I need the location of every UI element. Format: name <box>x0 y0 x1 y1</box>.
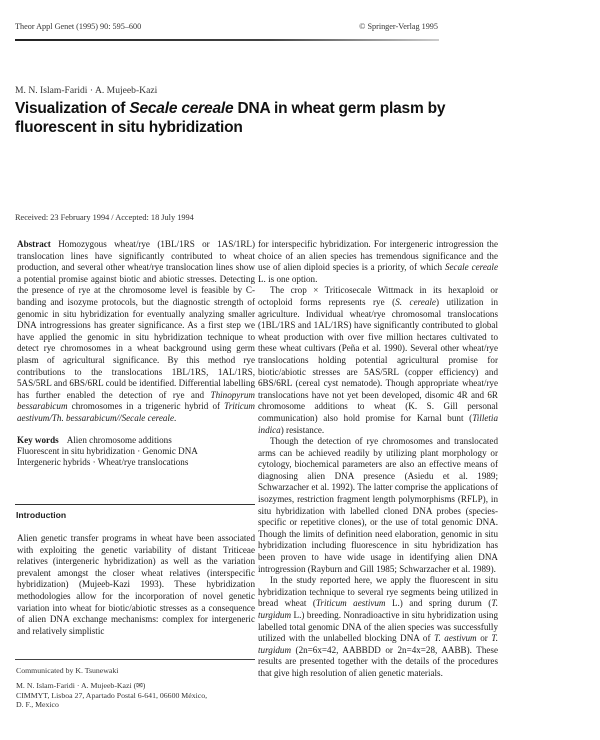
journal-reference: Theor Appl Genet (1995) 90: 595–600 <box>15 22 142 31</box>
section-rule <box>15 504 255 505</box>
paragraph <box>258 239 498 285</box>
section-heading-introduction: Introduction <box>16 510 67 520</box>
species-name: S. cereale <box>395 296 436 307</box>
title-text-end: DNA in wheat germ plasm by fluorescent in situ hybridization <box>15 100 446 136</box>
species-name: T. turgidum <box>258 633 499 655</box>
right-column <box>258 239 498 680</box>
author-line: M. N. Islam-Faridi · A. Mujeeb-Kazi <box>15 85 158 96</box>
abstract-species: Triticum aestivum/Th. bessarabicum//Secale cereale <box>17 401 255 423</box>
keywords-label: Key words <box>17 434 59 445</box>
paragraph <box>258 575 498 679</box>
header-rule <box>15 39 439 41</box>
keyword: Alien chromosome additions <box>66 434 172 445</box>
abstract-species: Thinopyrum bessarabicum <box>17 389 255 412</box>
keyword: Fluorescent in situ hybridization · Genomic DNA <box>17 445 198 456</box>
article-title <box>15 99 455 137</box>
paragraph <box>258 285 498 436</box>
title-text: Visualization of <box>15 100 130 117</box>
text: (2n=6x=42, AABBDD or 2n=4x=28, AABB). These results are presented together with the details of the procedures that give high resolution of alien genetic materials. <box>258 644 498 678</box>
paragraph: Though the detection of rye chromosomes and translocated arms can be achieved readily by utilizing plant morphology or cytology, biochemical parameters are also an effective means of diagnosing alien DNA presence (Asiedu et al. 1989; Schwarzacher et al. 1992). The latter comprise the applications of isozymes, restriction fragment length polymorphisms (RFLP), in situ hybridization with labelled cloned DNA probes (species-specific or repetitive clones), or the use of total genomic DNA. Though the limits of definition need elaboration, genomic in situ hybridization including fluorescence in situ hybridization has been proven to have wide usage in identifying alien DNA introgression (Rayburn and Gill 1985; Schwarzacher et al. 1989). <box>258 436 498 574</box>
text: or <box>476 633 492 644</box>
footnote-authors: M. N. Islam-Faridi · A. Mujeeb-Kazi (✉) <box>16 681 146 690</box>
introduction-paragraph: Alien genetic transfer programs in wheat have been associated with exploiting the genetic variability of distant Triticeae relatives (intergeneric hybridization) as well as the variation prevalent amongst the closer wheat relatives (interspecific hybridization) (Mujeeb-Kazi 1993). These hybridization methodologies allow for the incorporation of novel genetic variation into wheat for biotic/abiotic stresses as a consequence of alien DNA exchange mechanisms: complex for intergeneric and relatively simplistic <box>17 533 255 636</box>
footnote-rule <box>15 659 255 660</box>
address-line: D. F., Mexico <box>16 700 59 709</box>
left-column <box>17 239 255 468</box>
text: L.) and spring durum ( <box>385 598 492 609</box>
species-name: T. turgidum <box>258 598 498 620</box>
text: The crop × Triticosecale Wittmack in its hexaploid or octoploid forms represents rye ( <box>258 285 498 307</box>
species-name: T. aestivum <box>434 633 477 644</box>
received-dates: Received: 23 February 1994 / Accepted: 18 July 1994 <box>15 213 194 222</box>
copyright-notice: © Springer-Verlag 1995 <box>359 22 438 31</box>
abstract-text: Homozygous wheat/rye (1BL/1RS or 1AS/1RL) translocation lines have significantly contributed to wheat production, and several other wheat/rye translocation lines show a potential promise against biotic and abiotic stresses. Detecting the presence of rye at the chromosome level is feasible by C-banding and isozyme protocols, but the diagnostic strength of genomic in situ hybridization for eventually analyzing smaller DNA introgressions has greater significance. As a first step we have applied the genomic in situ hybridization technique to detect rye chromosomes in a wheat background using germ plasm of agricultural significance. By this method rye contributions to the translocations 1BL/1RS, 1AL/1RS, 5AS/5RL and 6BS/6RL could be identified. Differential labelling has further enabled the detection of rye and <box>17 239 255 400</box>
species-name: Secale cereale <box>444 262 498 273</box>
text: In the study reported here, we apply the fluorescent in situ hybridization technique to several rye segments being utilized in bread wheat ( <box>258 575 498 609</box>
title-species: Secale cereale <box>129 100 234 117</box>
abstract <box>17 239 255 425</box>
text: ) utilization in agriculture. Individual wheat/rye chromosomal translocations (1BL/1RS and 1AL/1RS) have significantly contributed to global wheat production with over five million hectares cultivated to these wheat cultivars (Peña et al. 1990). Several other wheat/rye translocations holding potential agricultural promise for biotic/abiotic stresses are 5AS/5RL (copper efficiency) and 6BS/6RL (cereal cyst nematode). Though appropriate wheat/rye translocations have not yet been developed, disomic 4R and 6R chromosome additions to wheat (K. S. Gill personal communication) also hold promise for Karnal bunt ( <box>258 296 498 423</box>
species-name: Tilletia indica <box>258 412 498 435</box>
address-line: CIMMYT, Lisboa 27, Apartado Postal 6-641, 06600 México, <box>16 690 208 700</box>
communicated-by: Communicated by K. Tsunewaki <box>16 666 119 675</box>
text: L. is one option. <box>258 273 318 284</box>
author-address <box>16 681 207 710</box>
abstract-text: chromosomes in a trigeneric hybrid of <box>67 401 225 412</box>
keywords <box>17 435 255 469</box>
abstract-label: Abstract <box>17 239 51 249</box>
keyword: Intergeneric hybrids · Wheat/rye translocations <box>17 457 189 468</box>
abstract-text: . <box>174 412 177 423</box>
text: L.) breeding. Nonradioactive in situ hybridization using labelled total genomic DNA of the alien species was successfully utilized with the unlabelled blocking DNA of <box>258 610 498 644</box>
text: ) resistance. <box>280 424 325 435</box>
species-name: Triticum aestivum <box>315 598 386 609</box>
text: for interspecific hybridization. For intergeneric introgression the choice of an alien species has tremendous significance and the use of alien diploid species is a priority, of which <box>258 239 498 273</box>
